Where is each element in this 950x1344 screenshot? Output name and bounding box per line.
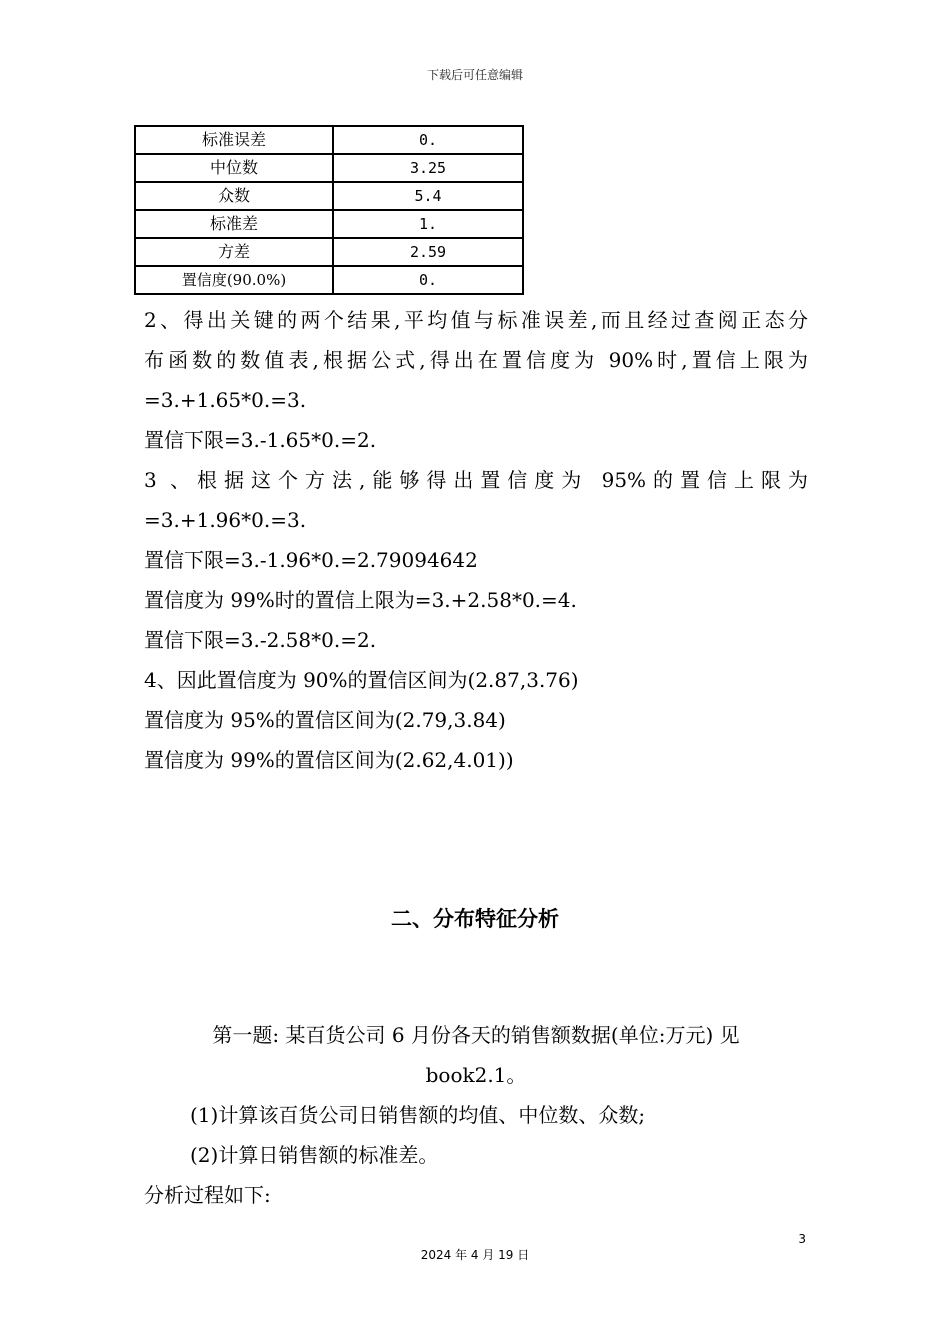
row-label: 中位数 [135, 154, 333, 182]
analysis-heading: 分析过程如下: [144, 1183, 271, 1207]
row-label: 标准误差 [135, 126, 333, 154]
paragraph-line: 置信下限=3.-1.65*0.=2. [144, 428, 377, 452]
row-value: 3.25 [333, 154, 523, 182]
statistics-table [134, 125, 524, 295]
paragraph-line: 置信度为 95%的置信区间为(2.79,3.84) [144, 708, 506, 732]
paragraph-line: 置信下限=3.-2.58*0.=2. [144, 628, 377, 652]
row-value: 2.59 [333, 238, 523, 266]
table-row [135, 126, 523, 154]
row-label: 标准差 [135, 210, 333, 238]
table-row [135, 210, 523, 238]
section-title: 二、分布特征分析 [391, 907, 559, 931]
row-label: 众数 [135, 182, 333, 210]
table-row [135, 154, 523, 182]
paragraph-line: 置信度为 99%的置信区间为(2.62,4.01)) [144, 748, 514, 772]
question-item: (1)计算该百货公司日销售额的均值、中位数、众数; [190, 1103, 646, 1127]
paragraph-line: =3.+1.65*0.=3. [144, 388, 307, 412]
row-value: 0. [333, 126, 523, 154]
paragraph-line: 置信度为 99%时的置信上限为=3.+2.58*0.=4. [144, 588, 577, 612]
question-line: book2.1。 [425, 1063, 527, 1087]
question-line: 第一题: 某百货公司 6 月份各天的销售额数据(单位:万元) 见 [212, 1023, 740, 1047]
page-number: 3 [798, 1232, 806, 1246]
paragraph-line: =3.+1.96*0.=3. [144, 508, 307, 532]
table-row [135, 238, 523, 266]
row-label: 方差 [135, 238, 333, 266]
footer-date: 2024 年 4 月 19 日 [420, 1248, 530, 1262]
paragraph-line: 3 、根据这个方法,能够得出置信度为 95%的置信上限为 [144, 468, 808, 492]
paragraph-line: 2、得出关键的两个结果,平均值与标准误差,而且经过查阅正态分 [144, 308, 808, 332]
question-block [144, 1015, 808, 1215]
paragraph-line: 4、因此置信度为 90%的置信区间为(2.87,3.76) [144, 668, 579, 692]
row-label: 置信度(90.0%) [135, 266, 333, 294]
question-item: (2)计算日销售额的标准差。 [190, 1143, 439, 1167]
table-row [135, 182, 523, 210]
row-value: 5.4 [333, 182, 523, 210]
paragraph-line: 置信下限=3.-1.96*0.=2.79094642 [144, 548, 478, 572]
row-value: 0. [333, 266, 523, 294]
row-value: 1. [333, 210, 523, 238]
paragraph-line: 布函数的数值表,根据公式,得出在置信度为 90%时,置信上限为 [144, 348, 808, 372]
analysis-text [144, 300, 808, 780]
page-header: 下载后可任意编辑 [426, 68, 523, 82]
table-row [135, 266, 523, 294]
